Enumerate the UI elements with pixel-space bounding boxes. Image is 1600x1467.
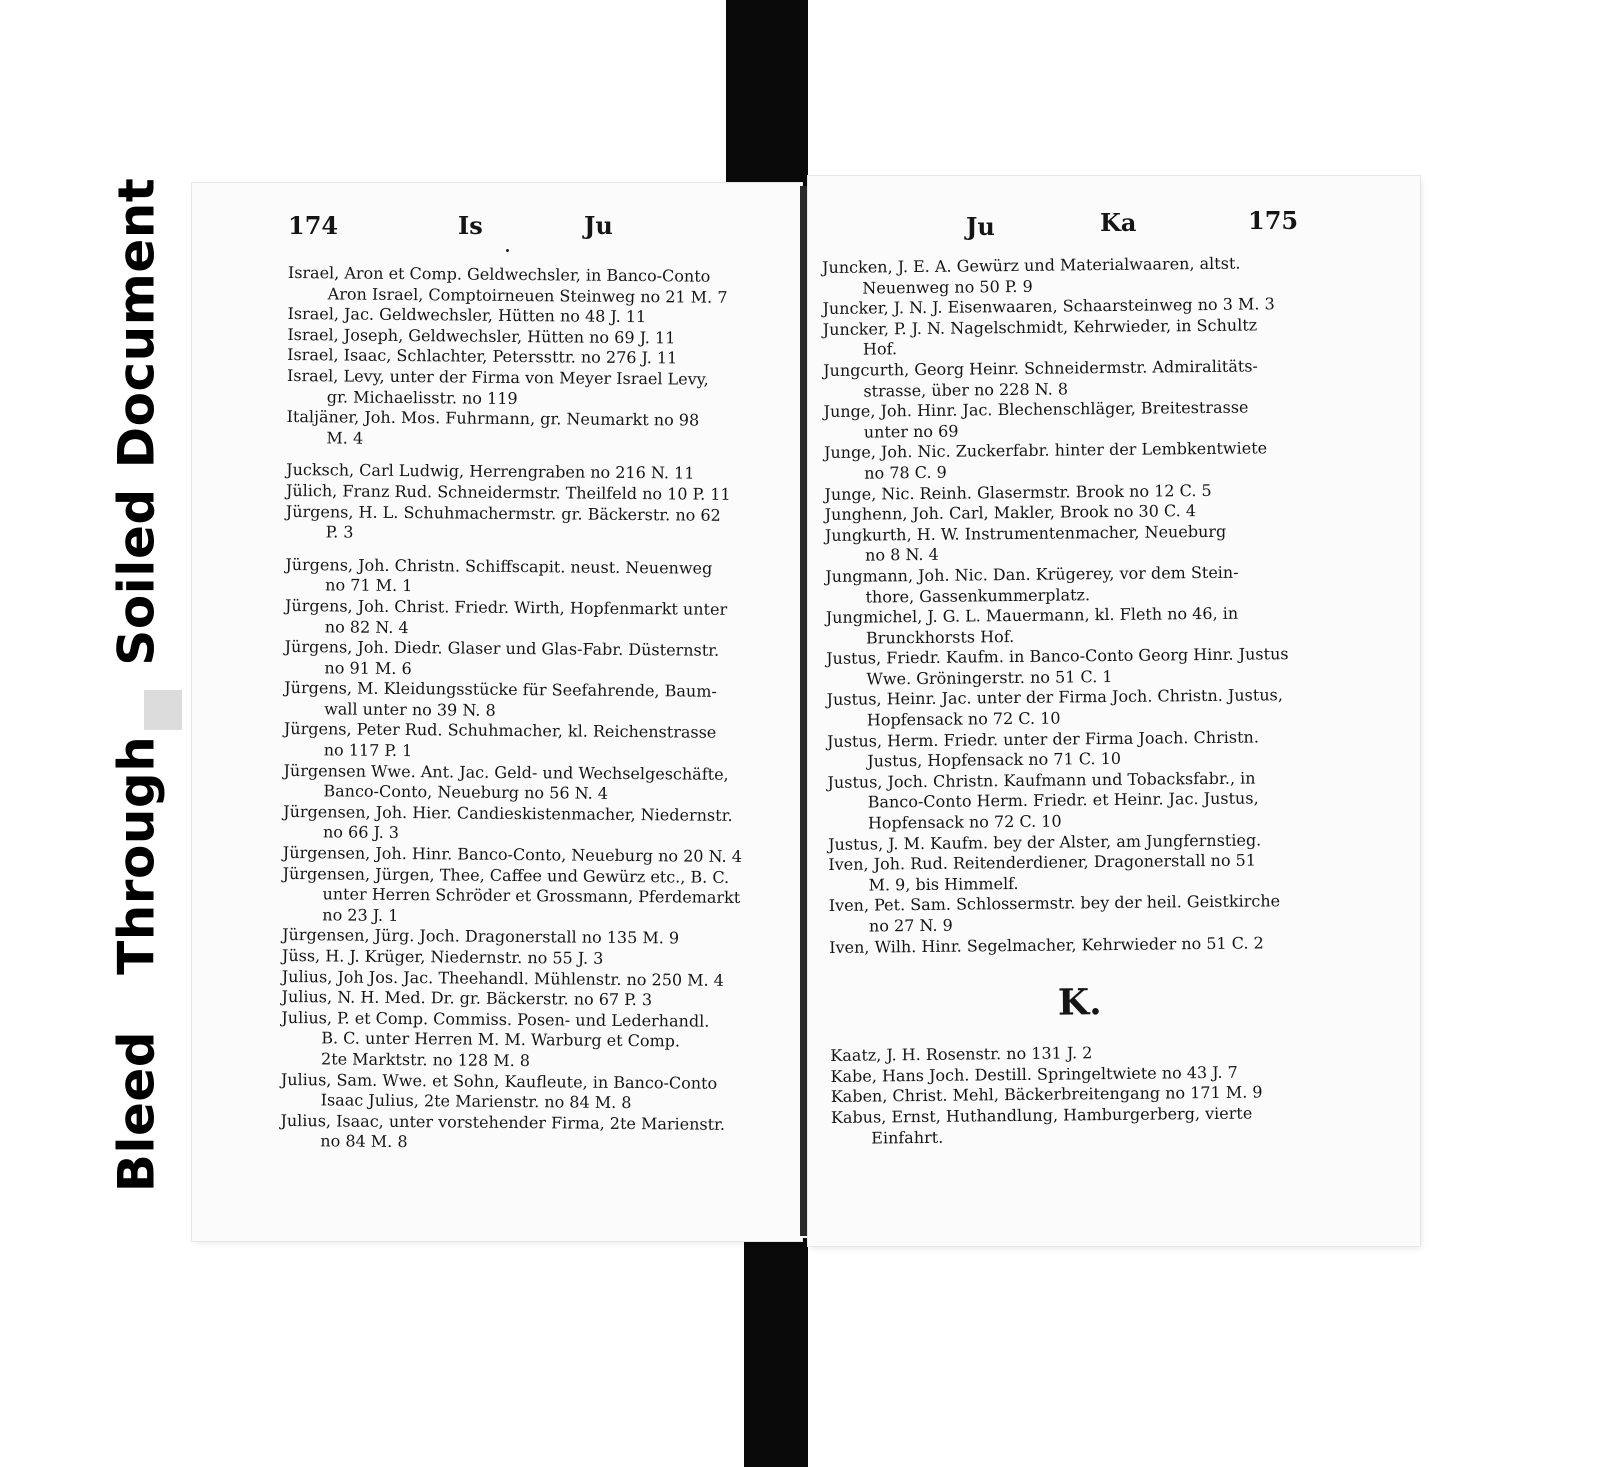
directory-entry: Juncken, J. E. A. Gewürz und Materialwaaren, altst.: [822, 253, 1241, 277]
directory-entry-continuation: no 71 M. 1: [325, 575, 413, 596]
directory-entry-continuation: gr. Michaelisstr. no 119: [326, 386, 518, 408]
directory-entry: Justus, J. M. Kaufm. bey der Alster, am Jungfernstieg.: [828, 830, 1262, 854]
directory-entry-continuation: Banco-Conto, Neueburg no 56 N. 4: [323, 781, 609, 804]
directory-entry-continuation: Brunckhorsts Hof.: [865, 626, 1015, 648]
directory-entry: Israel, Joseph, Geldwechsler, Hütten no 69 J. 11: [287, 324, 676, 348]
directory-entry-continuation: Aron Israel, Comptoirneuen Steinweg no 21 M. 7: [327, 283, 728, 307]
directory-entry: Jülich, Franz Rud. Schneidermstr. Theilfeld no 10 P. 11: [285, 480, 731, 504]
directory-entry: Jürgens, Joh. Christn. Schiffscapit. neust. Neuenweg: [285, 554, 713, 578]
directory-entry: Jucksch, Carl Ludwig, Herrengraben no 216 N. 11: [286, 460, 695, 483]
directory-entry: Jüss, H. J. Krüger, Niedernstr. no 55 J. 3: [281, 945, 604, 968]
directory-entry: Jürgensen, Joh. Hier. Candieskistenmacher, Niedernstr.: [283, 801, 733, 825]
book-spine-top: [726, 0, 808, 188]
directory-entry-continuation: unter no 69: [863, 421, 959, 442]
directory-entry: Jürgens, Joh. Diedr. Glaser und Glas-Fabr. Düsternstr.: [284, 637, 720, 660]
directory-entry: Iven, Joh. Rud. Reitenderdiener, Dragonerstall no 51: [828, 850, 1257, 875]
directory-entry-continuation: no 8 N. 4: [865, 545, 939, 565]
directory-entry: Julius, P. et Comp. Commiss. Posen- und Lederhandl.: [281, 1007, 710, 1031]
directory-entry-continuation: thore, Gassenkummerplatz.: [865, 584, 1091, 607]
directory-entry: Juncker, P. J. N. Nagelschmidt, Kehrwieder, in Schultz: [822, 315, 1258, 339]
directory-entry: Junge, Nic. Reinh. Glasermstr. Brook no 12 C. 5: [824, 480, 1212, 504]
directory-entry: Jungmann, Joh. Nic. Dan. Krügerey, vor dem Stein-: [825, 562, 1239, 586]
directory-entry: Kaatz, J. H. Rosenstr. no 131 J. 2: [830, 1043, 1093, 1066]
directory-entry: Jungcurth, Georg Heinr. Schneidermstr. Admiralitäts-: [823, 356, 1258, 380]
directory-entry-continuation: no 91 M. 6: [324, 658, 412, 678]
directory-entry: Israel, Isaac, Schlachter, Peterssttr. no 276 J. 11: [287, 345, 678, 368]
header-range-start: Ju: [966, 212, 995, 241]
directory-entry-continuation: no 23 J. 1: [322, 905, 399, 925]
page-header: [808, 204, 1420, 244]
header-range-start: Is: [458, 211, 483, 240]
directory-entry-continuation: no 66 J. 3: [322, 822, 400, 843]
directory-entry: Jürgens, Peter Rud. Schuhmacher, kl. Reichenstrasse: [283, 719, 717, 743]
stamp-word: Through: [107, 735, 165, 975]
directory-entry-continuation: Neuenweg no 50 P. 9: [862, 276, 1033, 298]
directory-entry-continuation: Hopfensack no 72 C. 10: [867, 811, 1062, 833]
directory-entry: Jürgensen, Jürgen, Thee, Caffee und Gewürz etc., B. C.: [282, 863, 730, 887]
ink-speck: [506, 249, 509, 252]
directory-entry-continuation: no 82 N. 4: [324, 616, 409, 637]
directory-entry-continuation: Isaac Julius, 2te Marienstr. no 84 M. 8: [320, 1090, 632, 1113]
directory-entry-continuation: Justus, Hopfensack no 71 C. 10: [867, 749, 1122, 771]
directory-entry: Julius, Isaac, unter vorstehender Firma, 2te Marienstr.: [280, 1110, 726, 1134]
directory-entry: Jürgens, H. L. Schuhmachermstr. gr. Bäckerstr. no 62: [285, 501, 721, 525]
section-letter: K.: [1057, 981, 1102, 1024]
directory-entry: Jürgens, M. Kleidungsstücke für Seefahrende, Baum-: [284, 678, 717, 702]
directory-entry-continuation: Einfahrt.: [871, 1127, 944, 1148]
directory-entry: Italjäner, Joh. Mos. Fuhrmann, gr. Neumarkt no 98: [286, 407, 700, 430]
directory-entry-continuation: Hopfensack no 72 C. 10: [866, 708, 1061, 730]
directory-entry: Israel, Aron et Comp. Geldwechsler, in Banco-Conto: [287, 263, 711, 286]
directory-entry-continuation: P. 3: [325, 522, 354, 542]
directory-entry: Jungmichel, J. G. L. Mauermann, kl. Fleth no 46, in: [825, 603, 1239, 628]
directory-entry: Kaben, Christ. Mehl, Bäckerbreitengang no 171 M. 9: [830, 1082, 1263, 1107]
directory-entry: Iven, Pet. Sam. Schlossermstr. bey der heil. Geistkirche: [828, 891, 1281, 916]
header-range-end: Ju: [584, 211, 613, 240]
page-tab-mark: [144, 690, 182, 730]
directory-entry: Julius, Joh Jos. Jac. Theehandl. Mühlenstr. no 250 M. 4: [281, 966, 724, 990]
directory-entry-continuation: M. 4: [326, 428, 364, 448]
watermark-stamp: [106, 170, 166, 1200]
directory-entry: Julius, Sam. Wwe. et Sohn, Kaufleute, in Banco-Conto: [280, 1069, 718, 1093]
directory-entry: Jürgens, Joh. Christ. Friedr. Wirth, Hopfenmarkt unter: [284, 595, 728, 619]
book-spine-bottom: [744, 1238, 808, 1467]
left-page: [192, 183, 802, 1241]
directory-entry: Junghenn, Joh. Carl, Makler, Brook no 30 C. 4: [824, 501, 1197, 525]
directory-entry: Jürgensen, Joh. Hinr. Banco-Conto, Neueburg no 20 N. 4: [282, 843, 742, 867]
directory-entry-continuation: B. C. unter Herren M. M. Warburg et Comp.: [321, 1028, 681, 1051]
directory-entry-continuation: no 117 P. 1: [323, 740, 413, 761]
directory-entry: Julius, N. H. Med. Dr. gr. Bäckerstr. no 67 P. 3: [281, 987, 653, 1010]
directory-entries: [280, 263, 786, 1156]
stamp-word: Bleed: [107, 1030, 165, 1193]
directory-entry: Justus, Friedr. Kaufm. in Banco-Conto Georg Hinr. Justus: [826, 644, 1289, 669]
directory-entry: Iven, Wilh. Hinr. Segelmacher, Kehrwieder no 51 C. 2: [829, 933, 1264, 957]
header-range-end: Ka: [1100, 208, 1137, 237]
page-gutter: [800, 186, 808, 1236]
directory-entry-continuation: 2te Marktstr. no 128 M. 8: [320, 1049, 531, 1071]
directory-entry-continuation: wall unter no 39 N. 8: [324, 699, 496, 720]
directory-entry-continuation: Hof.: [862, 339, 898, 359]
directory-entry-continuation: no 84 M. 8: [320, 1131, 408, 1152]
directory-entry: Jungkurth, H. W. Instrumentenmacher, Neueburg: [824, 521, 1227, 545]
directory-entry: Junge, Joh. Hinr. Jac. Blechenschläger, Breitestrasse: [823, 397, 1249, 422]
directory-entry: Jürgensen, Jürg. Joch. Dragonerstall no 135 M. 9: [282, 925, 680, 948]
directory-entry: Israel, Jac. Geldwechsler, Hütten no 48 J. 11: [287, 304, 647, 327]
directory-entry-continuation: Wwe. Gröningerstr. no 51 C. 1: [866, 666, 1113, 689]
directory-entry: Kabe, Hans Joch. Destill. Springeltwiete no 43 J. 7: [830, 1062, 1238, 1086]
directory-entry: Justus, Heinr. Jac. unter der Firma Joch. Christn. Justus,: [826, 685, 1283, 710]
directory-entry-continuation: unter Herren Schröder et Grossmann, Pferdemarkt: [322, 884, 741, 908]
stamp-word: Document: [107, 177, 165, 469]
page-number: 175: [1248, 206, 1299, 235]
directory-entry: Israel, Levy, unter der Firma von Meyer Israel Levy,: [286, 365, 709, 389]
directory-entry-continuation: no 27 N. 9: [868, 915, 953, 936]
directory-entry: Kabus, Ernst, Huthandlung, Hamburgerberg, vierte: [830, 1103, 1253, 1127]
directory-entry: Junge, Joh. Nic. Zuckerfabr. hinter der Lembkentwiete: [823, 438, 1268, 463]
directory-entries: [822, 253, 1331, 1149]
page-number: 174: [288, 211, 339, 240]
directory-entry: Justus, Herm. Friedr. unter der Firma Joach. Christn.: [826, 727, 1259, 751]
directory-entry-continuation: M. 9, bis Himmelf.: [868, 873, 1019, 895]
directory-entry-continuation: strasse, über no 228 N. 8: [863, 378, 1069, 401]
right-page: [808, 176, 1420, 1246]
directory-entry-continuation: no 78 C. 9: [864, 462, 947, 483]
directory-entry: Justus, Joch. Christn. Kaufmann und Tobacksfabr., in: [827, 768, 1256, 792]
directory-entry-continuation: Banco-Conto Herm. Friedr. et Heinr. Jac. Justus,: [867, 788, 1259, 812]
stamp-word: Soiled: [107, 488, 165, 666]
directory-entry: Jürgensen Wwe. Ant. Jac. Geld- und Wechselgeschäfte,: [283, 760, 729, 784]
page-header: [192, 211, 802, 251]
directory-entry: Juncker, J. N. J. Eisenwaaren, Schaarsteinweg no 3 M. 3: [822, 294, 1275, 319]
